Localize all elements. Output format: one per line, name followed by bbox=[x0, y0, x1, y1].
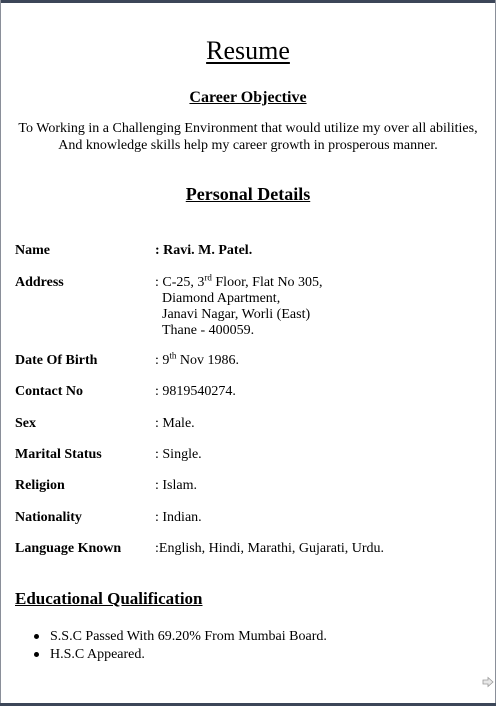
dob-value: : 9th Nov 1986. bbox=[155, 350, 240, 368]
name-value: : Ravi. M. Patel. bbox=[155, 243, 253, 258]
language-label: Language Known bbox=[15, 541, 122, 556]
contact-label: Contact No bbox=[15, 384, 84, 399]
name-label: Name bbox=[15, 243, 50, 258]
personal-details-heading: Personal Details bbox=[185, 184, 311, 204]
resume-title: Resume bbox=[206, 36, 290, 65]
education-list bbox=[15, 629, 327, 665]
address-lines bbox=[162, 291, 310, 339]
list-item: S.S.C Passed With 69.20% From Mumbai Board. bbox=[15, 629, 327, 647]
objective-line-1: To Working in a Challenging Environment that would utilize my over all abilities, bbox=[18, 121, 478, 136]
marital-value: : Single. bbox=[155, 447, 202, 462]
career-objective-text bbox=[10, 120, 486, 154]
address-line-3: Janavi Nagar, Worli (East) bbox=[162, 307, 311, 322]
address-line-1: : C-25, 3rd Floor, Flat No 305, bbox=[155, 272, 323, 290]
address-row bbox=[15, 272, 485, 339]
address-line-4: Thane - 400059. bbox=[162, 323, 255, 338]
sex-value: : Male. bbox=[155, 416, 195, 431]
career-objective-heading: Career Objective bbox=[189, 89, 307, 106]
religion-value: : Islam. bbox=[155, 478, 197, 493]
language-value: :English, Hindi, Marathi, Gujarati, Urdu. bbox=[155, 541, 385, 556]
nationality-label: Nationality bbox=[15, 510, 82, 525]
marital-label: Marital Status bbox=[15, 447, 102, 462]
address-line-2: Diamond Apartment, bbox=[162, 291, 281, 306]
address-label: Address bbox=[15, 275, 64, 290]
religion-label: Religion bbox=[15, 478, 65, 493]
list-item: H.S.C Appeared. bbox=[15, 647, 327, 665]
objective-line-2: And knowledge skills help my career growth in prosperous manner. bbox=[58, 138, 438, 153]
contact-value: : 9819540274. bbox=[155, 384, 236, 399]
window-top-border bbox=[0, 0, 496, 3]
dob-label: Date Of Birth bbox=[15, 353, 98, 368]
next-page-arrow-icon[interactable] bbox=[482, 676, 494, 688]
education-heading: Educational Qualification bbox=[15, 589, 203, 608]
sex-label: Sex bbox=[15, 416, 36, 431]
nationality-value: : Indian. bbox=[155, 510, 202, 525]
